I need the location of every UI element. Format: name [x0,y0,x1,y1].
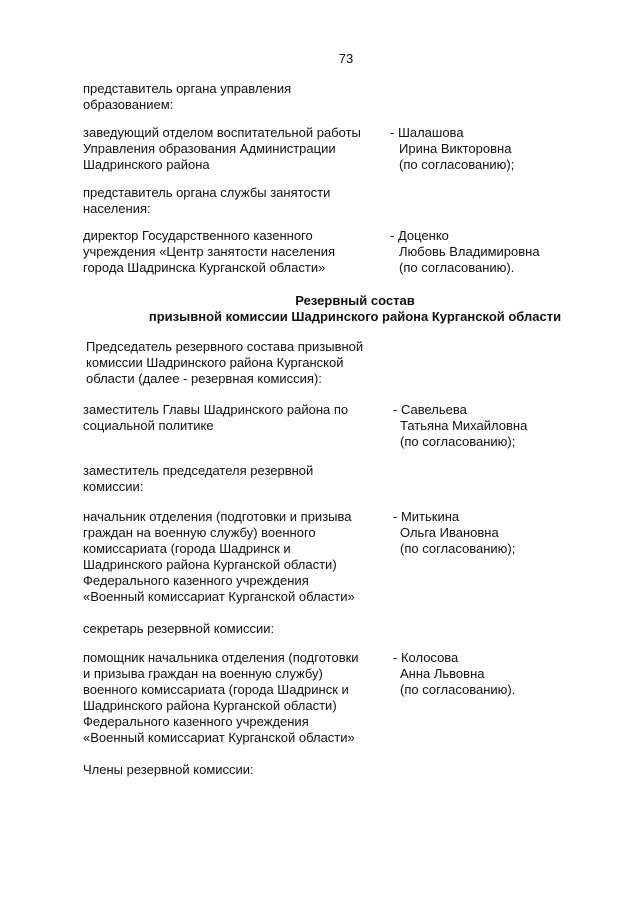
text-line: директор Государственного казенного [83,228,313,243]
text-line: заведующий отделом воспитательной работы [83,125,361,140]
text-line: Федерального казенного учреждения [83,714,309,729]
text-line: области (далее - резервная комиссия): [86,371,322,386]
text-line: населения: [83,201,151,216]
text-line: представитель органа службы занятости [83,185,331,200]
text-line: Члены резервной комиссии: [83,762,254,777]
text-line: граждан на военную службу) военного [83,525,316,540]
agreement-note: (по согласованию); [400,434,516,449]
text-line: секретарь резервной комиссии: [83,621,275,636]
chair-intro [86,339,363,387]
assistant-person [393,650,515,698]
reserve-heading-line2: призывной комиссии Шадринского района Курганской области [148,309,562,324]
assistant-position [83,650,359,746]
rep-employment-label [83,185,330,217]
head-education-person [390,125,514,173]
deputy-head-person [393,402,527,450]
members-intro [83,762,254,778]
person-name: Анна Львовна [400,666,485,681]
person-name: - Колосова [393,650,459,665]
director-position [83,228,335,276]
page-number: 73 [338,51,354,66]
person-name: - Доценко [390,228,449,243]
text-line: Шадринского района [83,157,210,172]
text-line: комиссариата (города Шадринск и [83,541,291,556]
text-line: комиссии Шадринского района Курганской [86,355,344,370]
text-line: социальной политике [83,418,214,433]
text-line: начальник отделения (подготовки и призыва [83,509,352,524]
person-name: - Шалашова [390,125,464,140]
head-education-position [83,125,361,173]
dept-head-person [393,509,515,557]
text-line: представитель органа управления [83,81,292,96]
deputy-head-position [83,402,348,434]
text-line: города Шадринска Курганской области» [83,260,326,275]
agreement-note: (по согласованию). [400,682,516,697]
agreement-note: (по согласованию). [399,260,515,275]
text-line: Председатель резервного состава призывной [86,339,364,354]
director-person [390,228,540,276]
text-line: заместитель председателя резервной [83,463,314,478]
reserve-heading-line1: Резервный состав [295,293,415,308]
text-line: Шадринского района Курганской области) [83,557,337,572]
text-line: заместитель Главы Шадринского района по [83,402,349,417]
agreement-note: (по согласованию); [400,541,516,556]
text-line: комиссии: [83,479,144,494]
text-line: «Военный комиссариат Курганской области» [83,589,355,604]
person-name: Татьяна Михайловна [400,418,528,433]
text-line: «Военный комиссариат Курганской области» [83,730,355,745]
text-line: Управления образования Администрации [83,141,336,156]
text-line: Шадринского района Курганской области) [83,698,337,713]
dept-head-position [83,509,355,605]
person-name: Ирина Викторовна [399,141,512,156]
text-line: помощник начальника отделения (подготовки [83,650,359,665]
person-name: Ольга Ивановна [400,525,499,540]
agreement-note: (по согласованию); [399,157,515,172]
person-name: - Митькина [393,509,460,524]
secretary-intro [83,621,274,637]
text-line: учреждения «Центр занятости населения [83,244,336,259]
text-line: военного комиссариата (города Шадринск и [83,682,349,697]
vice-chair-intro [83,463,313,495]
rep-education-label [83,81,291,113]
person-name: - Савельева [393,402,467,417]
text-line: образованием: [83,97,174,112]
text-line: Федерального казенного учреждения [83,573,309,588]
person-name: Любовь Владимировна [399,244,540,259]
text-line: и призыва граждан на военную службу) [83,666,323,681]
